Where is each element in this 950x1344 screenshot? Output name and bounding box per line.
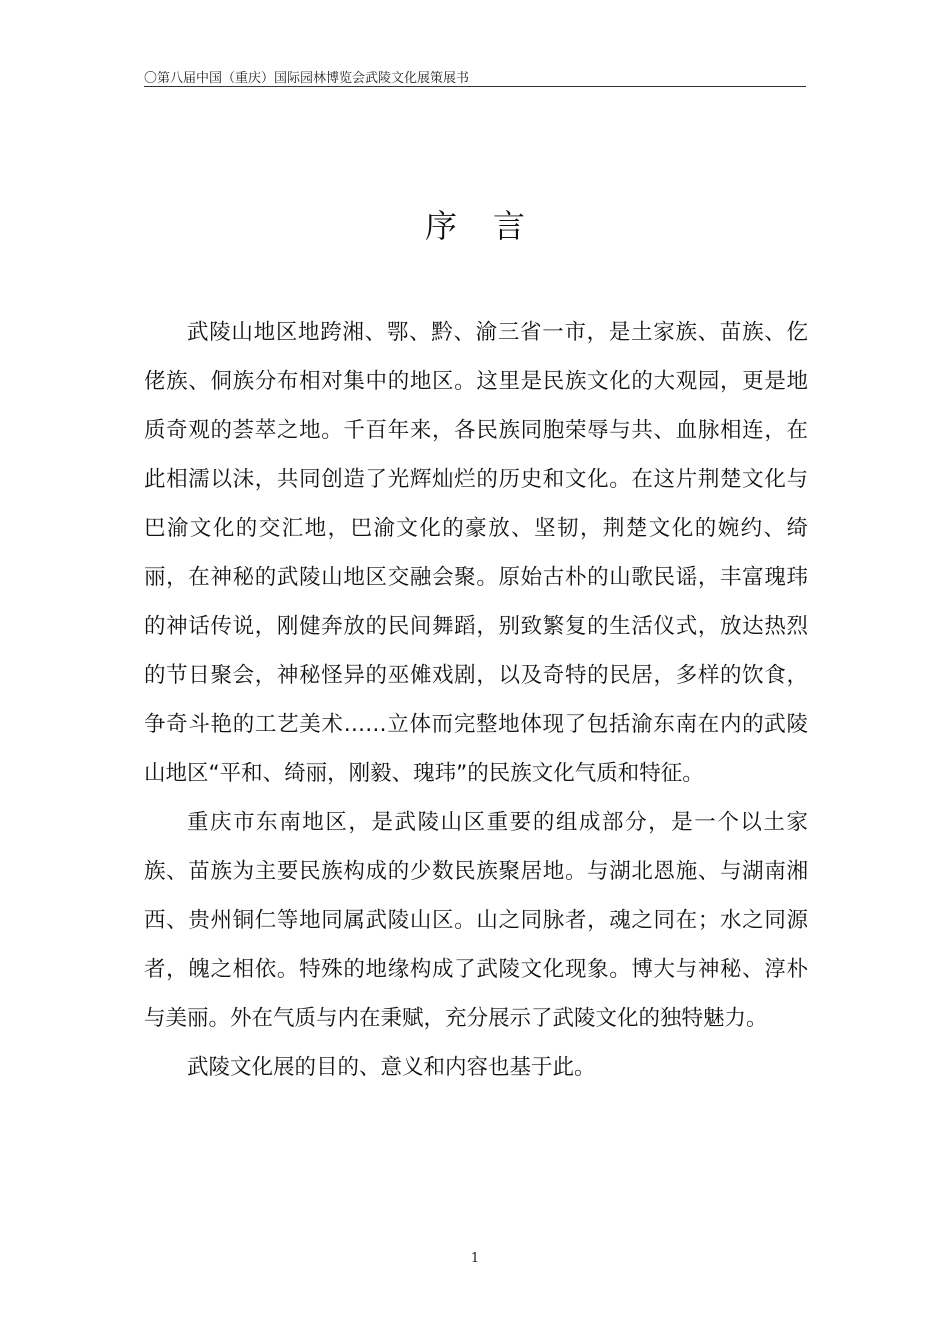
page-number: 1 [470, 1251, 480, 1266]
page-title: 序言 [424, 207, 561, 245]
running-header: 〇第八届中国（重庆）国际园林博览会武陵文化展策展书 [144, 71, 470, 86]
paragraph-2: 重庆市东南地区，是武陵山区重要的组成部分，是一个以土家族、苗族为主要民族构成的少数民族聚居地。与湖北恩施、与湖南湘西、贵州铜仁等地同属武陵山区。山之同脉者，魂之同在；水之同源者，魄之相依。特殊的地缘构成了武陵文化现象。博大与神秘、淳朴与美丽。外在气质与内在秉赋，充分展示了武陵文化的独特魅力。 [144, 810, 808, 1031]
paragraph-1: 武陵山地区地跨湘、鄂、黔、渝三省一市，是土家族、苗族、仡佬族、侗族分布相对集中的地区。这里是民族文化的大观园，更是地质奇观的荟萃之地。千百年来，各民族同胞荣辱与共、血脉相连，在此相濡以沫，共同创造了光辉灿烂的历史和文化。在这片荆楚文化与巴渝文化的交汇地，巴渝文化的豪放、坚韧，荆楚文化的婉约、绮丽，在神秘的武陵山地区交融会聚。原始古朴的山歌民谣，丰富瑰玮的神话传说，刚健奔放的民间舞蹈，别致繁复的生活仪式，放达热烈的节日聚会，神秘怪异的巫傩戏剧，以及奇特的民居，多样的饮食，争奇斗艳的工艺美术……立体而完整地体现了包括渝东南在内的武陵山地区“平和、绮丽，刚毅、瑰玮”的民族文化气质和特征。 [144, 320, 808, 786]
body-text [144, 308, 808, 1092]
paragraph-3: 武陵文化展的目的、意义和内容也基于此。 [187, 1055, 596, 1080]
header-rule [144, 86, 806, 87]
